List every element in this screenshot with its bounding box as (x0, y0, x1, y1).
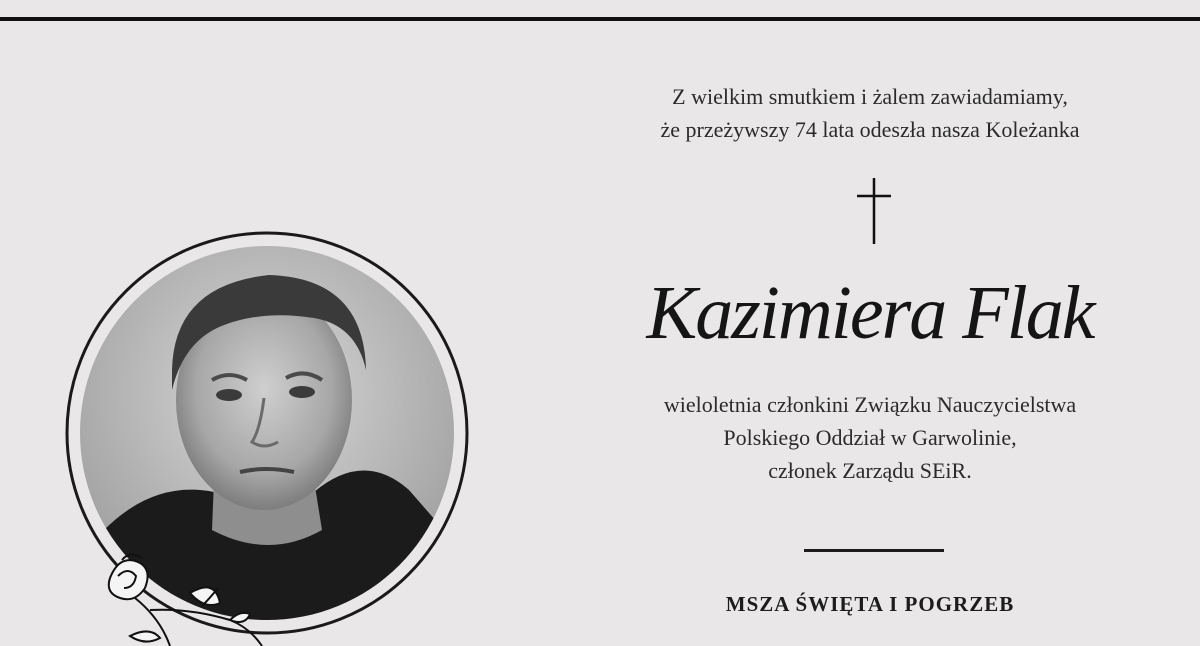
intro-line: że przeżywszy 74 lata odeszła nasza Koleżanka (660, 117, 1080, 142)
deceased-name: Kazimiera Flak (646, 271, 1094, 355)
role-line: członek Zarządu SEiR. (768, 458, 972, 483)
rose-flowers-icon (90, 548, 270, 646)
cross-icon (854, 178, 894, 244)
section-title: MSZA ŚWIĘTA I POGRZEB (725, 592, 1015, 616)
intro-line: Z wielkim smutkiem i żalem zawiadamiamy, (672, 84, 1068, 109)
role-description (560, 388, 1180, 487)
section-divider (804, 549, 944, 552)
role-line: Polskiego Oddział w Garwolinie, (723, 425, 1017, 450)
announcement-intro (560, 80, 1180, 146)
top-border-line (0, 17, 1200, 21)
role-line: wieloletnia członkini Związku Nauczycielstwa (663, 392, 1077, 417)
